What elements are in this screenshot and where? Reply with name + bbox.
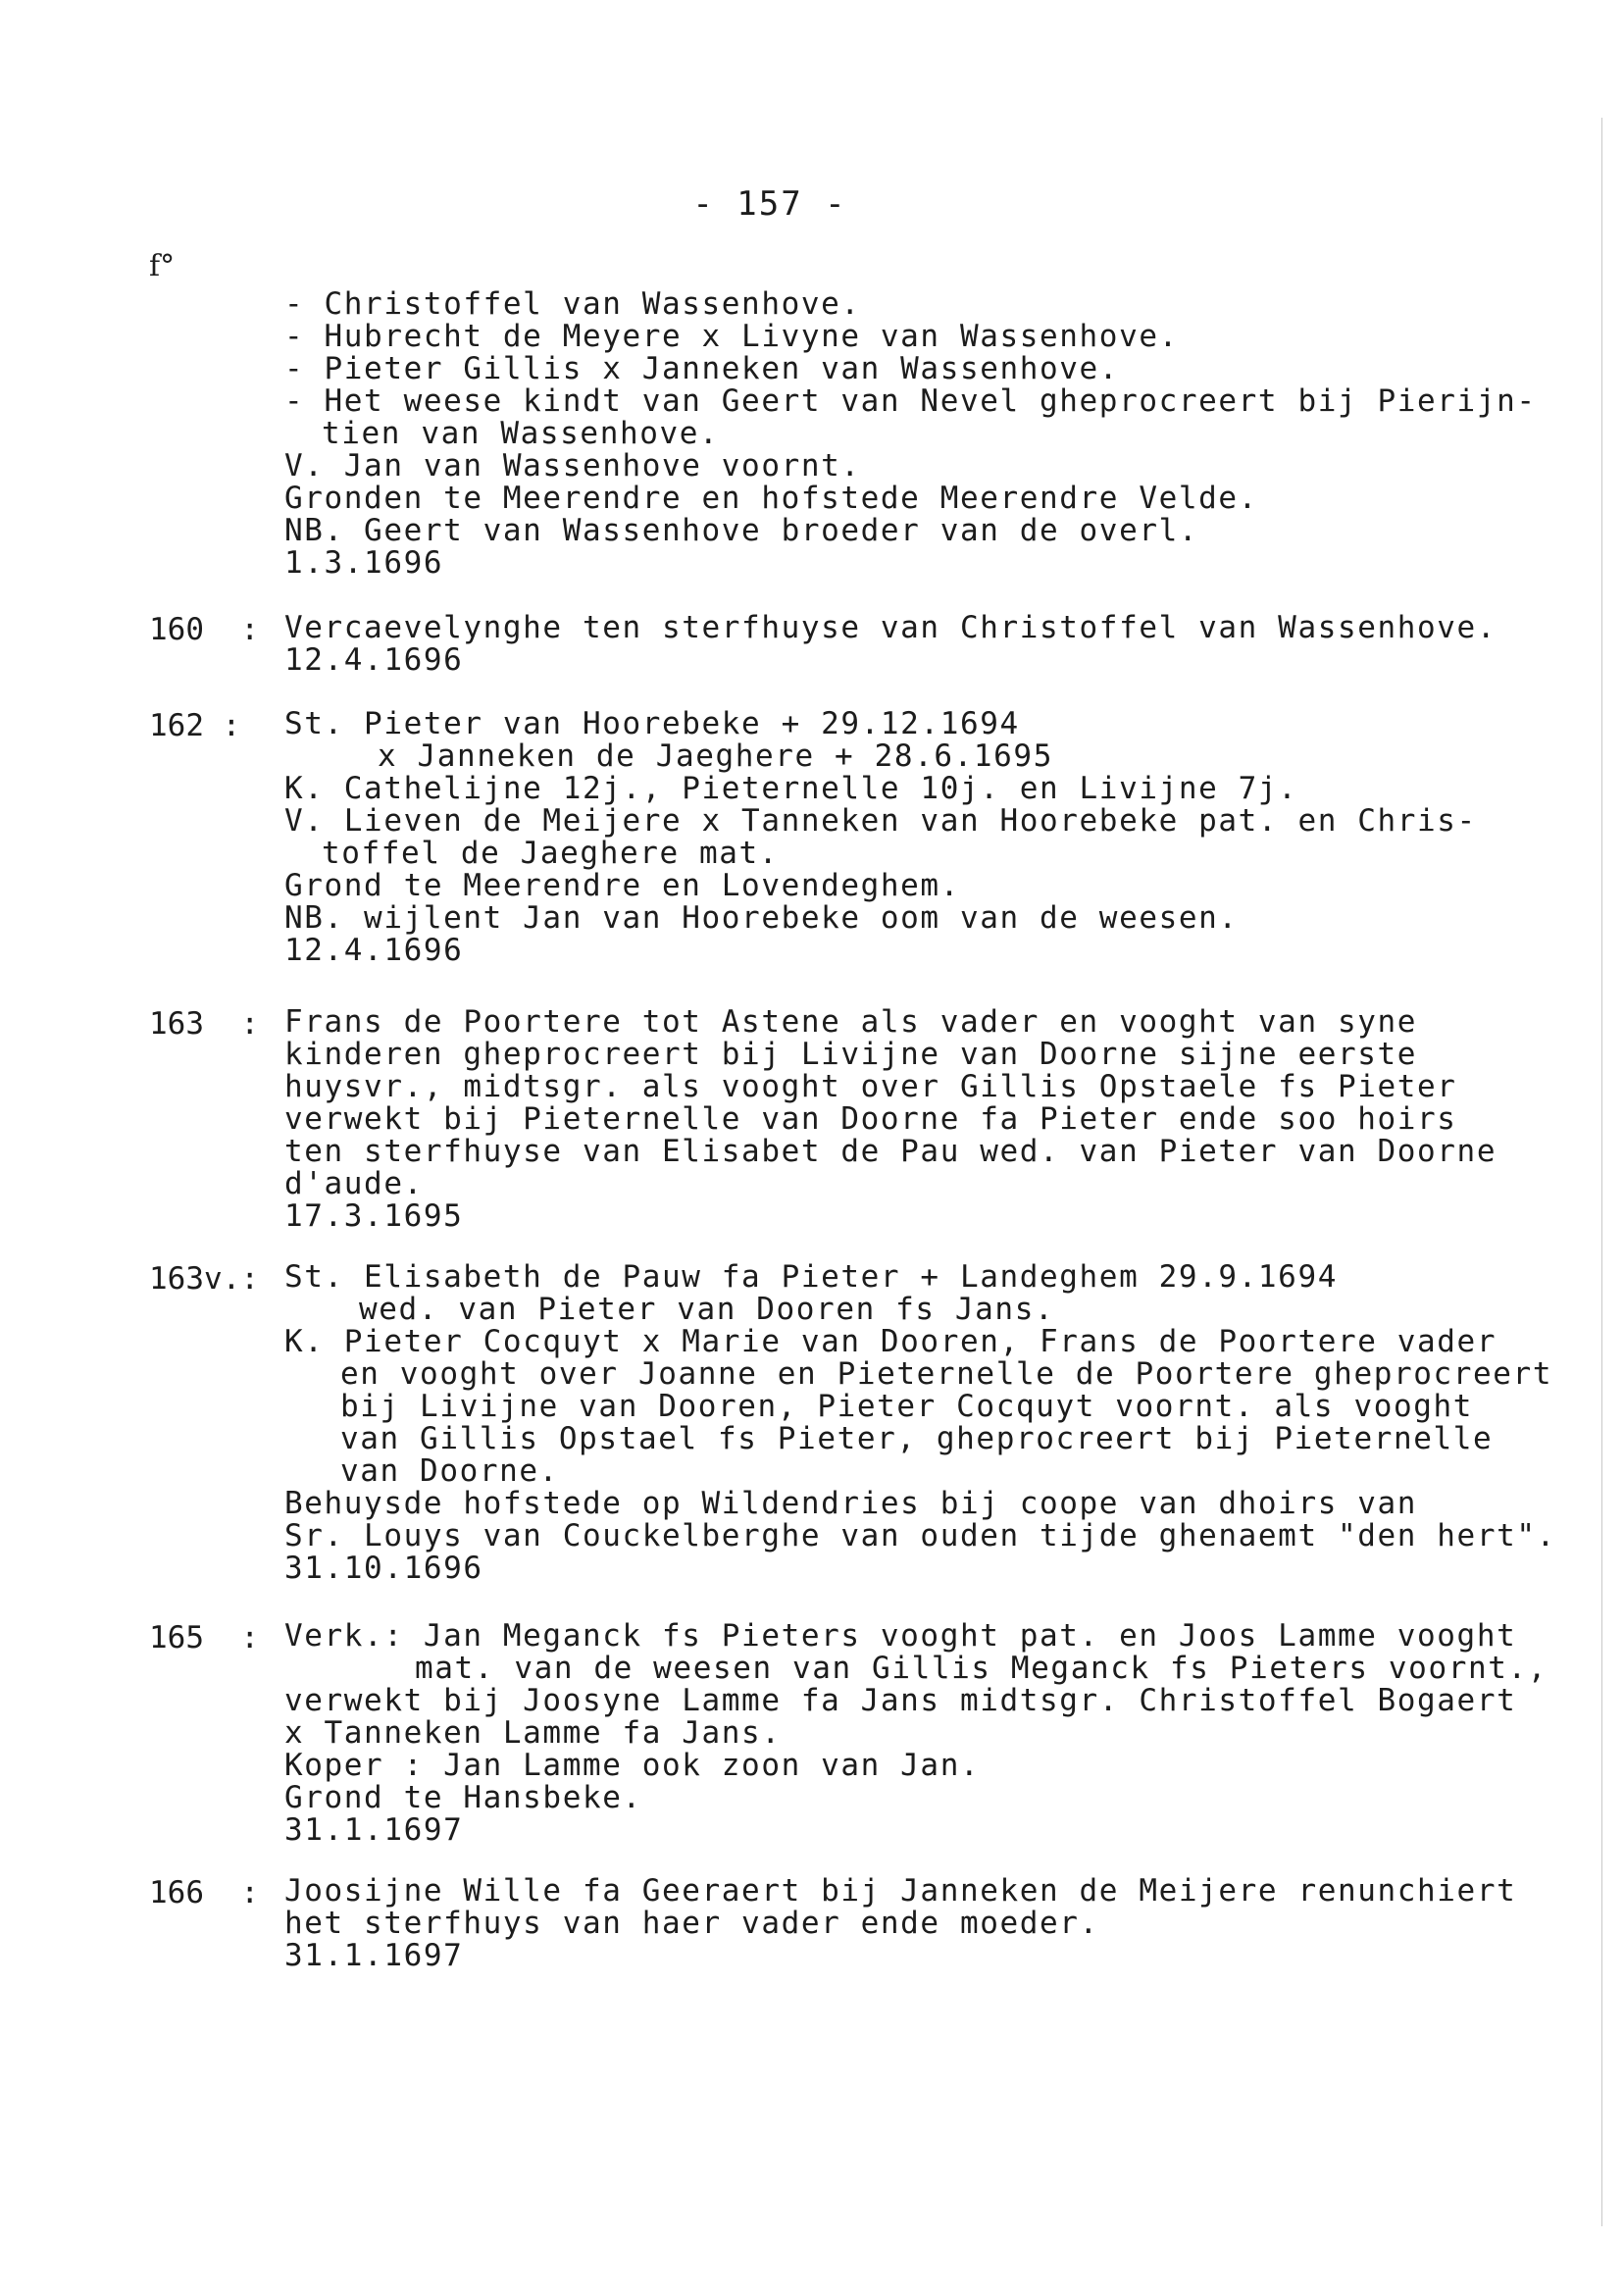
entry-line: x Janneken de Jaeghere + 28.6.1695 [378, 738, 1053, 774]
entry-line: K. Pieter Cocquyt x Marie van Dooren, Frans de Poortere vader [284, 1324, 1497, 1359]
entry-line: toffel de Jaeghere mat. [322, 836, 780, 871]
margin-rule [1601, 118, 1602, 2226]
entry-line: Sr. Louys van Couckelberghe van ouden tijde ghenaemt "den hert". [284, 1518, 1556, 1553]
entry-folio-label: 160 : [149, 612, 259, 647]
entry-line: Grond te Meerendre en Lovendeghem. [284, 868, 960, 903]
entry-line: Gronden te Meerendre en hofstede Meerendre Velde. [284, 481, 1258, 516]
entry-line: 31.1.1697 [284, 1938, 464, 1973]
folio-mark: f° [149, 249, 176, 283]
entry-line: Joosijne Wille fa Geeraert bij Janneken de Meijere renunchiert [284, 1873, 1517, 1909]
entry-line: NB. wijlent Jan van Hoorebeke oom van de weesen. [284, 900, 1239, 936]
entry-line: 31.1.1697 [284, 1812, 464, 1848]
entry-line: x Tanneken Lamme fa Jans. [284, 1715, 782, 1751]
entry-line: V. Jan van Wassenhove voornt. [284, 448, 861, 484]
entry-line: K. Cathelijne 12j., Pieternelle 10j. en Livijne 7j. [284, 771, 1298, 806]
entry-line: tien van Wassenhove. [322, 416, 720, 451]
entry-line: 12.4.1696 [284, 933, 464, 968]
entry-line: kinderen gheprocreert bij Livijne van Doorne sijne eerste [284, 1037, 1418, 1072]
entry-line: ten sterfhuyse van Elisabet de Pau wed. van Pieter van Doorne [284, 1134, 1497, 1169]
entry-line: V. Lieven de Meijere x Tanneken van Hoorebeke pat. en Chris- [284, 803, 1477, 839]
entry-line: van Doorne. [340, 1453, 559, 1489]
entry-line: Koper : Jan Lamme ook zoon van Jan. [284, 1748, 981, 1783]
entry-line: d'aude. [284, 1166, 424, 1201]
entry-line: Grond te Hansbeke. [284, 1780, 642, 1815]
entry-line: Verk.: Jan Meganck fs Pieters vooght pat. en Joos Lamme vooght [284, 1618, 1517, 1654]
entry-line: - Het weese kindt van Geert van Nevel gheprocreert bij Pierijn- [284, 383, 1537, 419]
entry-line: 1.3.1696 [284, 545, 444, 581]
entry-line: huysvr., midtsgr. als vooght over Gillis Opstaele fs Pieter [284, 1069, 1457, 1104]
entry-line: - Pieter Gillis x Janneken van Wassenhove. [284, 351, 1120, 386]
entry-line: 31.10.1696 [284, 1551, 483, 1586]
entry-line: NB. Geert van Wassenhove broeder van de overl. [284, 513, 1199, 548]
entry-line: Behuysde hofstede op Wildendries bij coope van dhoirs van [284, 1486, 1418, 1521]
entry-folio-label: 162 : [149, 708, 241, 743]
entry-line: Frans de Poortere tot Astene als vader en vooght van syne [284, 1004, 1418, 1040]
entry-line: St. Elisabeth de Pauw fa Pieter + Landeghem 29.9.1694 [284, 1259, 1338, 1295]
entry-line: verwekt bij Pieternelle van Doorne fa Pieter ende soo hoirs [284, 1101, 1457, 1137]
entry-line: - Hubrecht de Meyere x Livyne van Wassenhove. [284, 319, 1179, 354]
entry-line: bij Livijne van Dooren, Pieter Cocquyt voornt. als vooght [340, 1389, 1474, 1424]
entry-line: St. Pieter van Hoorebeke + 29.12.1694 [284, 706, 1020, 741]
entry-line: van Gillis Opstael fs Pieter, gheprocreert bij Pieternelle [340, 1421, 1494, 1456]
entry-folio-label: 163 : [149, 1006, 259, 1042]
entry-line: 17.3.1695 [284, 1198, 464, 1234]
entry-line: mat. van de weesen van Gillis Meganck fs Pieters voornt., [415, 1651, 1548, 1686]
entry-line: het sterfhuys van haer vader ende moeder. [284, 1906, 1099, 1941]
entry-line: - Christoffel van Wassenhove. [284, 286, 861, 322]
entry-folio-label: 165 : [149, 1620, 259, 1655]
entry-line: en vooght over Joanne en Pieternelle de Poortere gheprocreert [340, 1356, 1553, 1392]
entry-line: 12.4.1696 [284, 642, 464, 678]
entry-folio-label: 163v.: [149, 1261, 259, 1297]
entry-line: Vercaevelynghe ten sterfhuyse van Christoffel van Wassenhove. [284, 610, 1497, 645]
page-number: - 157 - [692, 184, 847, 224]
entry-folio-label: 166 : [149, 1875, 259, 1910]
entry-line: wed. van Pieter van Dooren fs Jans. [359, 1292, 1055, 1327]
entry-line: verwekt bij Joosyne Lamme fa Jans midtsgr. Christoffel Bogaert [284, 1683, 1517, 1718]
